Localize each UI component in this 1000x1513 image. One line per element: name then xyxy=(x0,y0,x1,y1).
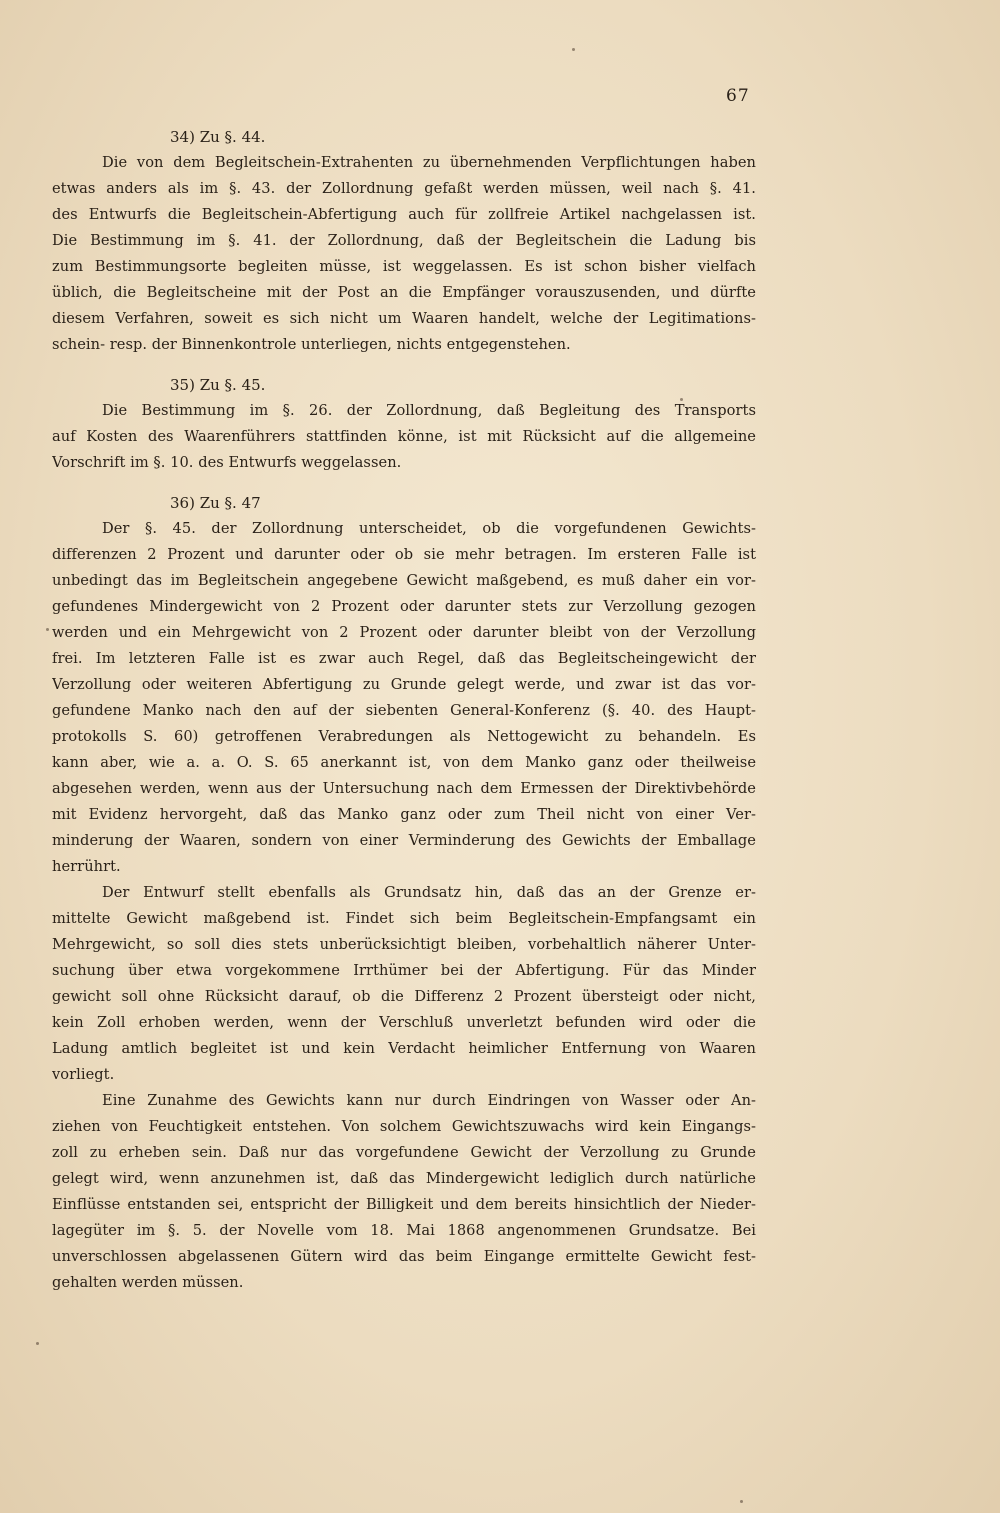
paper-speck xyxy=(572,48,575,51)
text-line: des Entwurfs die Begleitschein-Abfertigung auch für zollfreie Artikel nachgelassen ist. xyxy=(52,206,756,223)
text-line: gelegt wird, wenn anzunehmen ist, daß das Mindergewicht lediglich durch natürliche xyxy=(52,1170,756,1187)
section-36 xyxy=(52,490,756,1296)
text-line: auf Kosten des Waarenführers stattfinden könne, ist mit Rücksicht auf die allgemeine xyxy=(52,428,756,445)
text-line: gefundene Manko nach den auf der siebenten General-Konferenz (§. 40. des Haupt- xyxy=(52,702,756,719)
text-line: üblich, die Begleitscheine mit der Post an die Empfänger vorauszusenden, und dürfte xyxy=(52,284,756,301)
paper-speck xyxy=(46,628,49,631)
text-line: Die Bestimmung im §. 41. der Zollordnung, daß der Begleitschein die Ladung bis xyxy=(52,232,756,249)
text-line: frei. Im letzteren Falle ist es zwar auch Regel, daß das Begleitscheingewicht der xyxy=(52,650,756,667)
text-line: minderung der Waaren, sondern von einer Verminderung des Gewichts der Emballage xyxy=(52,832,756,849)
paper-speck xyxy=(680,398,683,401)
paragraph xyxy=(52,1088,756,1296)
text-line: suchung über etwa vorgekommene Irrthümer bei der Abfertigung. Für das Minder xyxy=(52,962,756,979)
paper-speck xyxy=(36,1342,39,1345)
text-line: Verzollung oder weiteren Abfertigung zu Grunde gelegt werde, und zwar ist das vor- xyxy=(52,676,756,693)
paragraph xyxy=(52,398,756,476)
text-line: Vorschrift im §. 10. des Entwurfs weggelassen. xyxy=(52,454,402,471)
text-line: unverschlossen abgelassenen Gütern wird das beim Eingange ermittelte Gewicht fest- xyxy=(52,1248,756,1265)
text-line: kein Zoll erhoben werden, wenn der Verschluß unverletzt befunden wird oder die xyxy=(52,1014,756,1031)
text-line: zoll zu erheben sein. Daß nur das vorgefundene Gewicht der Verzollung zu Grunde xyxy=(52,1144,756,1161)
text-line: kann aber, wie a. a. O. S. 65 anerkannt ist, von dem Manko ganz oder theilweise xyxy=(52,754,756,771)
text-line: diesem Verfahren, soweit es sich nicht um Waaren handelt, welche der Legitimations- xyxy=(52,310,756,327)
page-number: 67 xyxy=(726,86,750,106)
text-line: gehalten werden müssen. xyxy=(52,1274,244,1291)
body-text xyxy=(52,124,756,1296)
text-line: Der §. 45. der Zollordnung unterscheidet, ob die vorgefundenen Gewichts- xyxy=(102,520,756,537)
text-line: Mehrgewicht, so soll dies stets unberücksichtigt bleiben, vorbehaltlich näherer Unter- xyxy=(52,936,756,953)
text-line: differenzen 2 Prozent und darunter oder ob sie mehr betragen. Im ersteren Falle ist xyxy=(52,546,756,563)
section-34 xyxy=(52,124,756,358)
text-line: ziehen von Feuchtigkeit entstehen. Von solchem Gewichtszuwachs wird kein Eingangs- xyxy=(52,1118,756,1135)
text-line: mit Evidenz hervorgeht, daß das Manko ganz oder zum Theil nicht von einer Ver- xyxy=(52,806,756,823)
text-line: Die von dem Begleitschein-Extrahenten zu übernehmenden Verpflichtungen haben xyxy=(102,154,756,171)
paragraph xyxy=(52,880,756,1088)
text-line: Der Entwurf stellt ebenfalls als Grundsatz hin, daß das an der Grenze er- xyxy=(102,884,756,901)
text-line: Einflüsse entstanden sei, entspricht der Billigkeit und dem bereits hinsichtlich der Nieder- xyxy=(52,1196,756,1213)
section-heading: 34) Zu §. 44. xyxy=(170,128,266,146)
text-line: protokolls S. 60) getroffenen Verabredungen als Nettogewicht zu behandeln. Es xyxy=(52,728,756,745)
text-line: schein- resp. der Binnenkontrole unterliegen, nichts entgegenstehen. xyxy=(52,336,571,353)
text-line: abgesehen werden, wenn aus der Untersuchung nach dem Ermessen der Direktivbehörde xyxy=(52,780,756,797)
text-line: gefundenes Mindergewicht von 2 Prozent oder darunter stets zur Verzollung gezogen xyxy=(52,598,756,615)
text-line: unbedingt das im Begleitschein angegebene Gewicht maßgebend, es muß daher ein vor- xyxy=(52,572,756,589)
paper-speck xyxy=(740,1500,743,1503)
section-heading: 36) Zu §. 47 xyxy=(170,494,261,512)
text-line: etwas anders als im §. 43. der Zollordnung gefaßt werden müssen, weil nach §. 41. xyxy=(52,180,756,197)
text-line: herrührt. xyxy=(52,858,121,875)
text-line: Die Bestimmung im §. 26. der Zollordnung, daß Begleitung des Transports xyxy=(102,402,756,419)
paragraph xyxy=(52,150,756,358)
text-line: mittelte Gewicht maßgebend ist. Findet sich beim Begleitschein-Empfangsamt ein xyxy=(52,910,756,927)
text-line: Eine Zunahme des Gewichts kann nur durch Eindringen von Wasser oder An- xyxy=(102,1092,756,1109)
text-line: werden und ein Mehrgewicht von 2 Prozent oder darunter bleibt von der Verzollung xyxy=(52,624,756,641)
section-heading: 35) Zu §. 45. xyxy=(170,376,266,394)
section-35 xyxy=(52,372,756,476)
paragraph xyxy=(52,516,756,880)
text-line: gewicht soll ohne Rücksicht darauf, ob die Differenz 2 Prozent übersteigt oder nicht, xyxy=(52,988,756,1005)
text-line: lagegüter im §. 5. der Novelle vom 18. Mai 1868 angenommenen Grundsatze. Bei xyxy=(52,1222,756,1239)
text-line: vorliegt. xyxy=(52,1066,115,1083)
text-line: Ladung amtlich begleitet ist und kein Verdacht heimlicher Entfernung von Waaren xyxy=(52,1040,756,1057)
text-line: zum Bestimmungsorte begleiten müsse, ist weggelassen. Es ist schon bisher vielfach xyxy=(52,258,756,275)
